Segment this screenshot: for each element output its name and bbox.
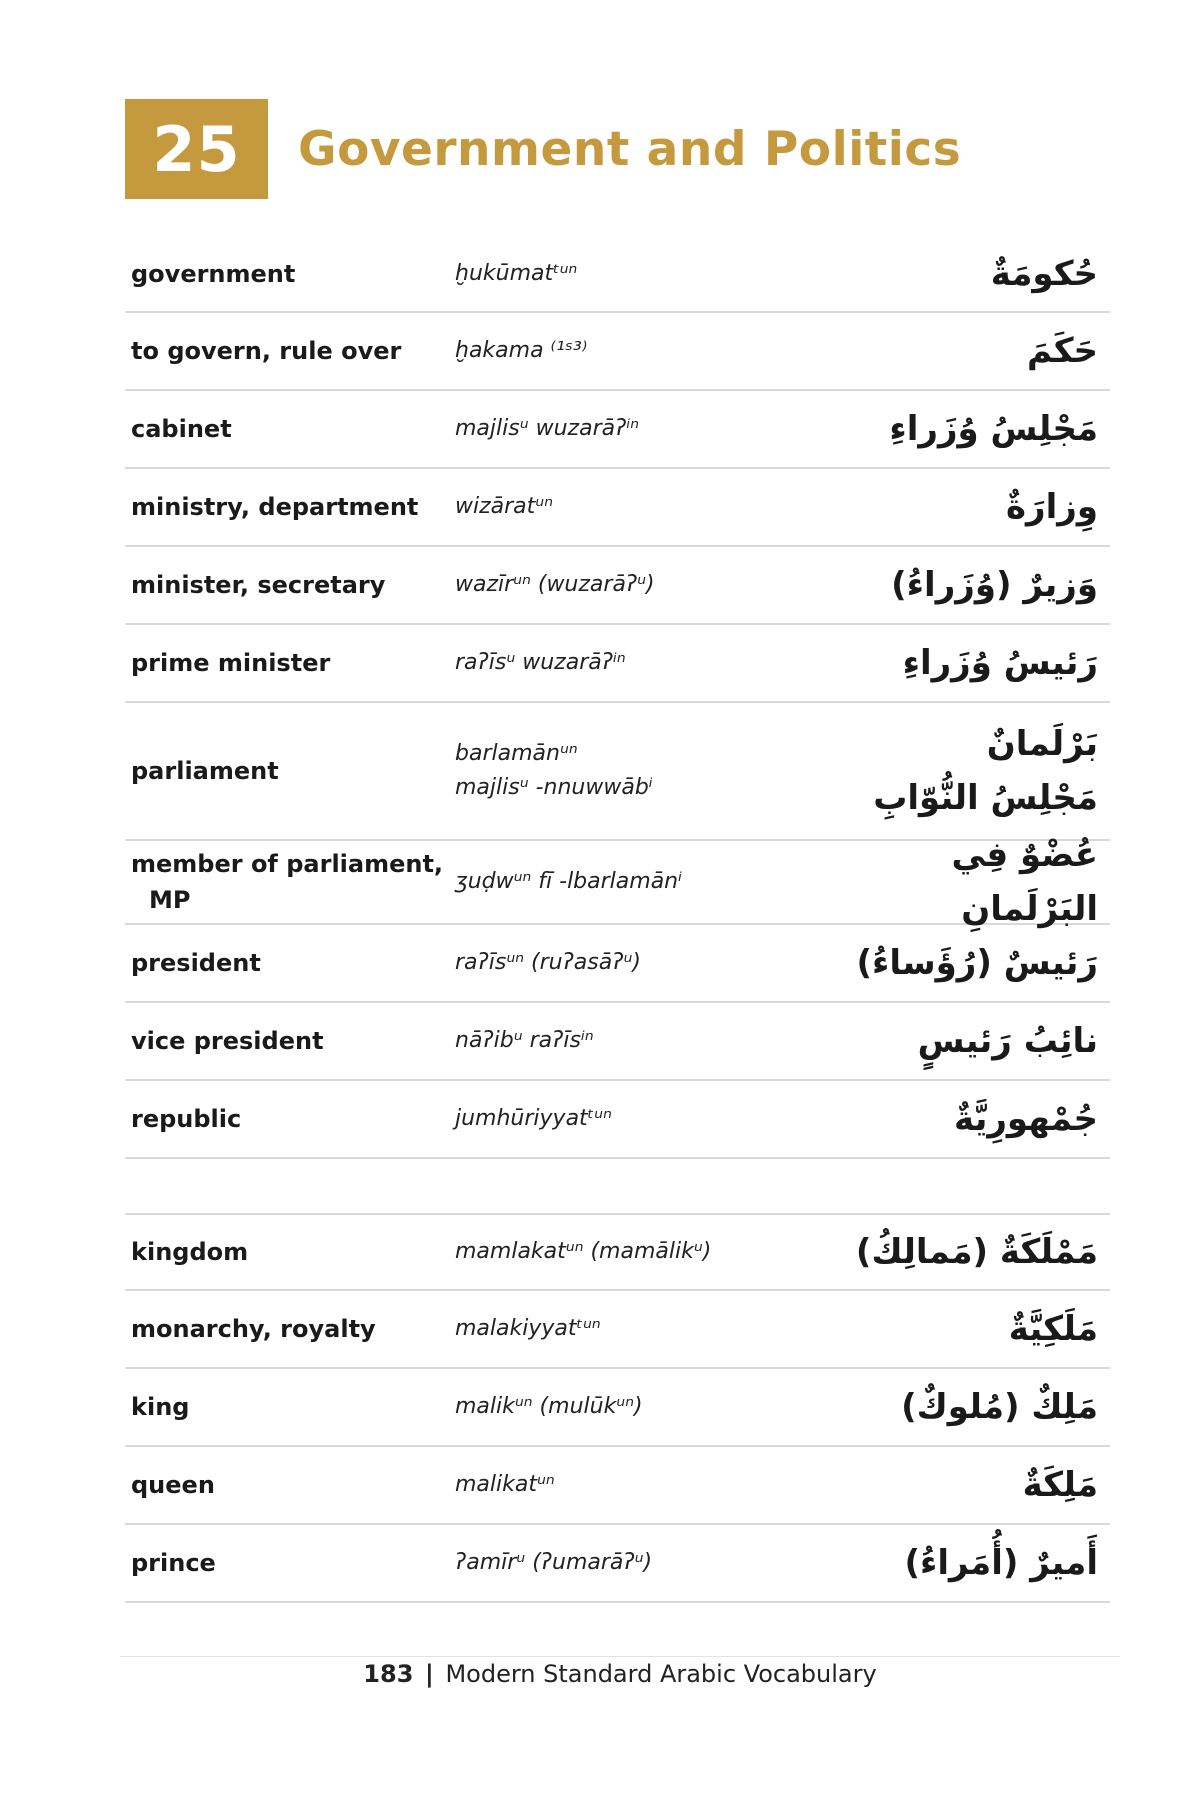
vocab-row [125,1525,1110,1603]
english-term-line: government [131,260,296,288]
arabic-term: مَجْلِسُ وُزَراءِ [889,409,1098,449]
vocab-row [125,1003,1110,1081]
english-term [125,489,455,525]
english-term-line: minister, secretary [131,571,386,599]
transliteration-line: malikatᵘⁿ [455,1472,555,1497]
footer-divider [120,1656,1120,1657]
vocab-table-monarchy [125,1213,1110,1603]
english-term-line: vice president [131,1027,324,1055]
english-term-line: kingdom [131,1238,249,1266]
english-term [125,333,455,369]
transliteration-line: majlisᵘ wuzarāʔⁱⁿ [455,416,640,441]
book-title: Modern Standard Arabic Vocabulary [445,1660,877,1688]
english-term-line: prince [131,1549,216,1577]
transliteration [455,646,855,680]
transliteration-line: ʔamīrᵘ (ʔumarāʔᵘ) [455,1550,653,1575]
transliteration [455,1024,855,1058]
arabic-term-line: بَرْلَمانٌ [986,724,1098,764]
english-term-line: ministry, department [131,493,419,521]
transliteration [455,568,855,602]
transliteration-line: ḫakama ⁽¹ˢ³⁾ [455,338,588,363]
transliteration-line: malikᵘⁿ (mulūkᵘⁿ) [455,1394,643,1419]
transliteration [455,1235,855,1269]
transliteration [455,946,855,980]
arabic-term: نائِبُ رَئيسٍ [917,1021,1098,1061]
arabic-term: حَكَمَ [1027,331,1098,371]
arabic-term: أَميرٌ (أُمَراءُ) [904,1543,1098,1583]
transliteration [455,257,855,291]
vocab-table-government [125,237,1110,1159]
vocab-row [125,625,1110,703]
english-term [125,411,455,447]
vocab-row [125,1369,1110,1447]
arabic-term: مَمْلَكَةٌ (مَمالِكُ) [855,1232,1098,1272]
english-term [125,753,455,789]
english-term [125,567,455,603]
transliteration [455,1390,855,1424]
arabic-term: مَلَكِيَّةٌ [1008,1309,1098,1349]
english-term-line: MP [149,886,191,914]
arabic-term: مَلِكَةٌ [1022,1465,1098,1505]
vocab-row [125,1213,1110,1291]
english-term-line: cabinet [131,415,232,443]
english-term-line: parliament [131,757,279,785]
chapter-number: 25 [152,112,241,186]
chapter-number-box [125,99,268,199]
vocab-row [125,703,1110,841]
arabic-term: وِزارَةٌ [1005,487,1098,527]
transliteration [455,412,855,446]
english-term [125,645,455,681]
transliteration [455,1546,855,1580]
english-term [125,1234,455,1270]
transliteration-line: wazīrᵘⁿ (wuzarāʔᵘ) [455,572,655,597]
transliteration-line: malakiyyatᵗᵘⁿ [455,1316,601,1341]
english-term-line: queen [131,1471,215,1499]
english-term [125,846,455,918]
arabic-term: جُمْهورِيَّةٌ [953,1099,1098,1139]
english-term [125,1101,455,1137]
english-term [125,1389,455,1425]
transliteration-line: ʒuḍwᵘⁿ fī -lbarlamānⁱ [455,869,683,894]
vocab-row [125,925,1110,1003]
page-footer [0,1660,1120,1688]
transliteration-line: raʔīsᵘⁿ (ruʔasāʔᵘ) [455,950,641,975]
transliteration-line: mamlakatᵘⁿ (mamālikᵘ) [455,1239,712,1264]
chapter-header [125,99,961,199]
vocab-row [125,469,1110,547]
english-term-line: republic [131,1105,242,1133]
transliteration-line: wizāratᵘⁿ [455,494,553,519]
arabic-term: مَلِكٌ (مُلوكٌ) [901,1387,1098,1427]
english-term [125,945,455,981]
transliteration-line: ḫukūmatᵗᵘⁿ [455,261,578,286]
english-term-line: to govern, rule over [131,337,402,365]
transliteration [455,334,855,368]
vocab-row [125,237,1110,313]
footer-separator: | [425,1660,434,1688]
transliteration [455,1102,855,1136]
transliteration-line: jumhūriyyatᵗᵘⁿ [455,1106,612,1131]
arabic-term: حُكومَةٌ [990,254,1098,294]
arabic-term-line: مَجْلِسُ النُّوّابِ [873,778,1098,818]
transliteration-line: raʔīsᵘ wuzarāʔⁱⁿ [455,650,626,675]
vocab-row [125,547,1110,625]
vocab-row [125,1081,1110,1159]
chapter-title: Government and Politics [298,121,962,177]
transliteration-line: barlamānᵘⁿ [455,741,578,766]
vocab-row [125,391,1110,469]
english-term-line: king [131,1393,190,1421]
english-term [125,256,455,292]
vocab-row [125,835,1110,929]
english-term-line: prime minister [131,649,331,677]
transliteration [455,737,855,805]
english-term-line: president [131,949,261,977]
english-term [125,1311,455,1347]
vocab-row [125,1291,1110,1369]
english-term-line: monarchy, royalty [131,1315,376,1343]
transliteration [455,865,855,899]
arabic-term: رَئيسُ وُزَراءِ [902,643,1098,683]
vocab-row [125,313,1110,391]
english-term [125,1467,455,1503]
arabic-term: عُضْوٌ فِي البَرْلَمانِ [951,835,1098,929]
arabic-term: وَزيرٌ (وُزَراءُ) [891,565,1098,605]
transliteration [455,490,855,524]
transliteration-line: majlisᵘ -nnuwwābⁱ [455,775,653,800]
english-term-line: member of parliament, [131,850,444,878]
arabic-term: رَئيسٌ (رُؤَساءُ) [856,943,1098,983]
english-term [125,1545,455,1581]
transliteration-line: nāʔibᵘ raʔīsⁱⁿ [455,1028,594,1053]
transliteration [455,1468,855,1502]
arabic-term [855,717,1110,825]
vocab-row [125,1447,1110,1525]
transliteration [455,1312,855,1346]
english-term [125,1023,455,1059]
page-number: 183 [363,1660,414,1688]
